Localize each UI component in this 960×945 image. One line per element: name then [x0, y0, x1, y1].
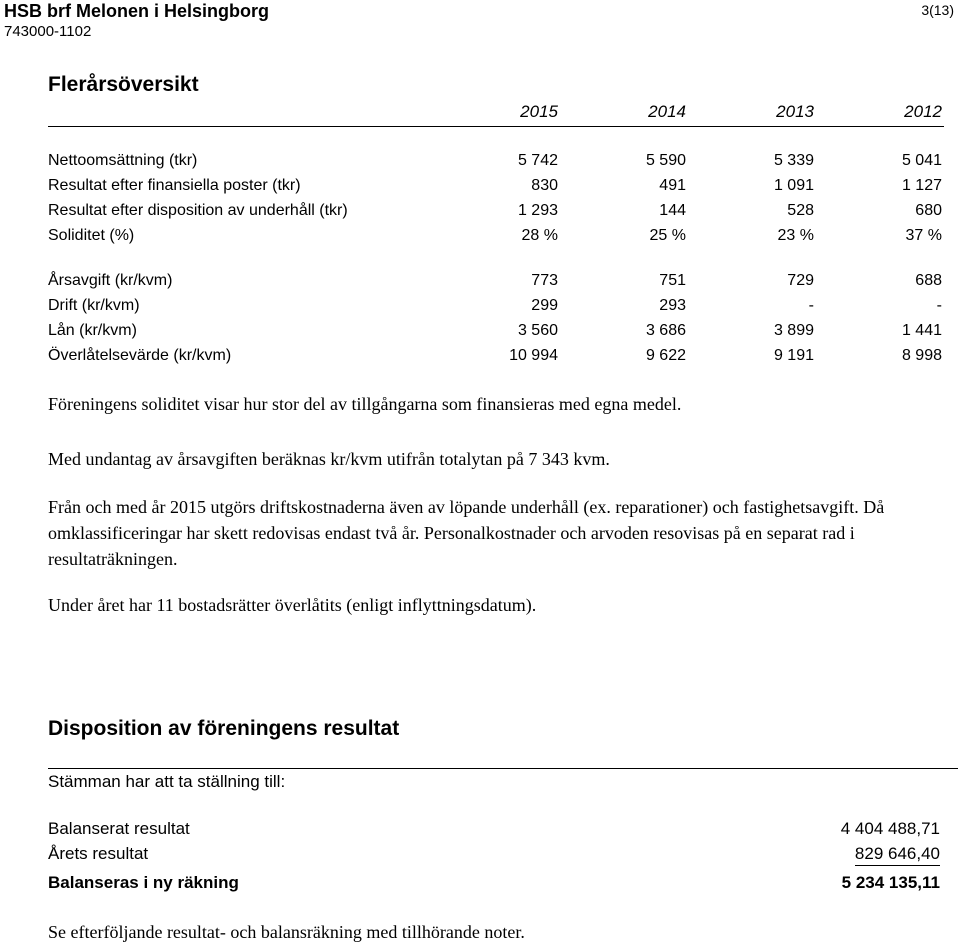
note-soliditet: Föreningens soliditet visar hur stor del av tillgångarna som finansieras med egna medel.	[48, 394, 682, 414]
table-cell: 23 %	[777, 227, 814, 244]
table-cell: 773	[531, 272, 558, 289]
table-cell: 10 994	[509, 347, 558, 364]
year-header-2012: 2012	[904, 102, 942, 121]
table-cell: 9 622	[645, 347, 686, 364]
overview-header-rule	[48, 126, 944, 127]
table-cell: 37 %	[905, 227, 942, 244]
table-cell: 144	[659, 202, 686, 219]
note-overlatelser: Under året har 11 bostadsrätter överlåtits (enligt inflyttningsdatum).	[48, 595, 537, 615]
table-cell: 3 686	[645, 322, 686, 339]
table-cell: 5 339	[773, 152, 814, 169]
table-cell: -	[808, 297, 814, 314]
table-cell: 5 742	[517, 152, 558, 169]
table-cell: 1 127	[901, 177, 942, 194]
year-header-2014: 2014	[648, 102, 686, 121]
overview-title: Flerårsöversikt	[48, 73, 199, 96]
table-cell: 688	[915, 272, 942, 289]
table-row-label: Lån (kr/kvm)	[48, 322, 137, 339]
disposition-subtitle: Stämman har att ta ställning till:	[48, 772, 286, 791]
disposition-rule	[48, 768, 958, 769]
table-row-label: Resultat efter disposition av underhåll (tkr)	[48, 202, 348, 219]
table-cell: 5 041	[901, 152, 942, 169]
disposition-footer-note: Se efterföljande resultat- och balansräkning med tillhörande noter.	[48, 922, 525, 942]
table-cell: 830	[531, 177, 558, 194]
table-row-label: Överlåtelsevärde (kr/kvm)	[48, 347, 232, 364]
table-cell: 1 293	[517, 202, 558, 219]
table-cell: 680	[915, 202, 942, 219]
table-cell: 1 441	[901, 322, 942, 339]
organization-name: HSB brf Melonen i Helsingborg	[4, 1, 270, 21]
table-row-label: Nettoomsättning (tkr)	[48, 152, 198, 169]
disposition-row-label: Årets resultat	[48, 844, 149, 863]
year-header-2015: 2015	[520, 102, 558, 121]
year-header-2013: 2013	[776, 102, 814, 121]
table-row-label: Årsavgift (kr/kvm)	[48, 272, 173, 289]
table-cell: 8 998	[901, 347, 942, 364]
table-row-label: Drift (kr/kvm)	[48, 297, 140, 314]
table-cell: 25 %	[649, 227, 686, 244]
table-cell: 293	[659, 297, 686, 314]
disposition-total-value: 5 234 135,11	[841, 873, 940, 892]
table-row-label: Resultat efter finansiella poster (tkr)	[48, 177, 301, 194]
organization-number: 743000-1102	[4, 23, 92, 40]
disposition-row-value: 4 404 488,71	[840, 819, 940, 838]
table-cell: 3 560	[517, 322, 558, 339]
note-kr-per-kvm: Med undantag av årsavgiften beräknas kr/kvm utifrån totalytan på 7 343 kvm.	[48, 449, 610, 469]
table-cell: 299	[531, 297, 558, 314]
table-cell: 28 %	[521, 227, 558, 244]
table-cell: 9 191	[773, 347, 814, 364]
table-cell: 751	[659, 272, 686, 289]
table-cell: 528	[787, 202, 814, 219]
disposition-row-value: 829 646,40	[855, 843, 940, 866]
table-cell: 3 899	[773, 322, 814, 339]
table-cell: 491	[659, 177, 686, 194]
disposition-total-label: Balanseras i ny räkning	[48, 873, 239, 892]
disposition-row-label: Balanserat resultat	[48, 819, 190, 838]
disposition-title: Disposition av föreningens resultat	[48, 717, 400, 740]
page-number: 3(13)	[921, 2, 954, 18]
table-cell: 5 590	[645, 152, 686, 169]
table-cell: 729	[787, 272, 814, 289]
note-driftskostnader: Från och med år 2015 utgörs driftskostnaderna även av löpande underhåll (ex. reparationer) och fastighetsavgift. Då omklassificeringar har skett redovisas endast två år. Personalkostnader och arvoden resovisas på en separat rad i resultaträkningen.	[48, 497, 885, 569]
table-row-label: Soliditet (%)	[48, 227, 135, 244]
table-cell: 1 091	[773, 177, 814, 194]
table-cell: -	[936, 297, 942, 314]
